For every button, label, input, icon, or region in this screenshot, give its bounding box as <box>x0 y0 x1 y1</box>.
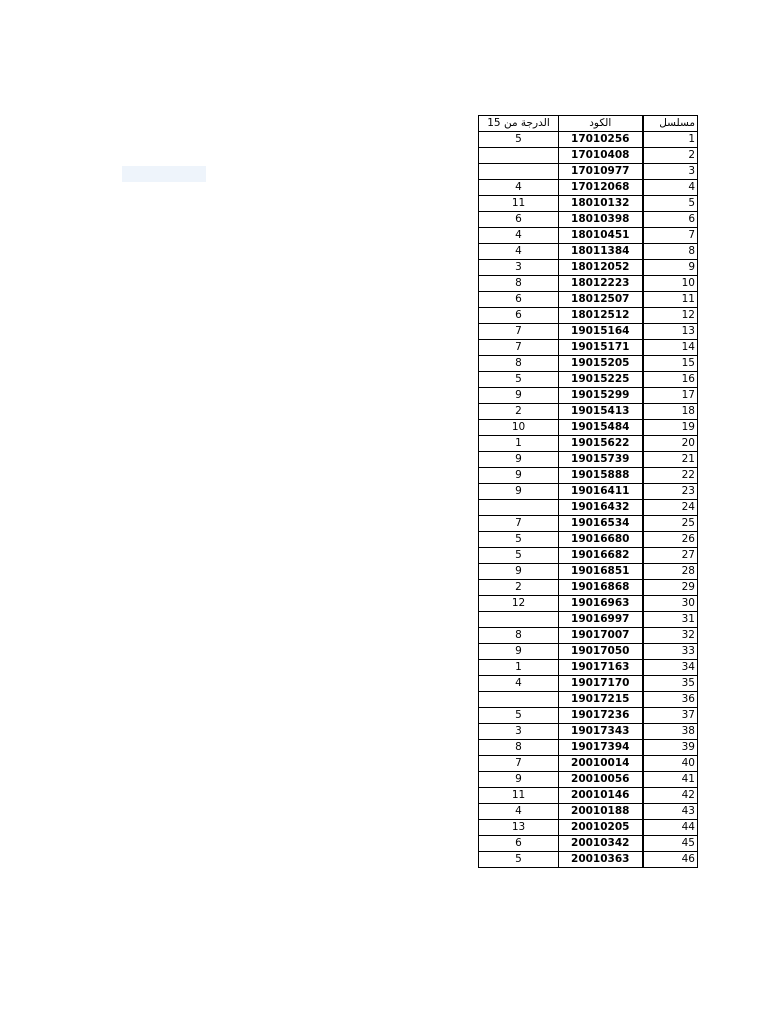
serial-cell[interactable]: 5 <box>643 196 698 212</box>
grade-cell[interactable]: 8 <box>479 740 559 756</box>
grade-cell[interactable]: 2 <box>479 404 559 420</box>
table-row <box>479 820 698 836</box>
grade-cell[interactable] <box>479 612 559 628</box>
code-cell[interactable]: 19016963 <box>559 596 643 612</box>
grade-cell[interactable]: 13 <box>479 820 559 836</box>
code-cell[interactable]: 19016851 <box>559 564 643 580</box>
code-cell[interactable]: 19016868 <box>559 580 643 596</box>
code-cell[interactable]: 19015888 <box>559 468 643 484</box>
table-row <box>479 708 698 724</box>
table-row <box>479 468 698 484</box>
table-row <box>479 676 698 692</box>
serial-cell[interactable]: 29 <box>643 580 698 596</box>
grade-cell[interactable]: 7 <box>479 340 559 356</box>
code-cell[interactable]: 20010146 <box>559 788 643 804</box>
grade-cell[interactable]: 9 <box>479 388 559 404</box>
code-cell[interactable]: 18010132 <box>559 196 643 212</box>
table-row <box>479 724 698 740</box>
table-row <box>479 756 698 772</box>
grade-cell[interactable]: 10 <box>479 420 559 436</box>
serial-cell[interactable]: 8 <box>643 244 698 260</box>
table-row <box>479 836 698 852</box>
grade-cell[interactable]: 8 <box>479 628 559 644</box>
grade-cell[interactable]: 11 <box>479 196 559 212</box>
table-row <box>479 180 698 196</box>
serial-cell[interactable]: 20 <box>643 436 698 452</box>
serial-cell[interactable]: 42 <box>643 788 698 804</box>
grade-cell[interactable]: 3 <box>479 260 559 276</box>
serial-cell[interactable]: 45 <box>643 836 698 852</box>
code-cell[interactable]: 18010451 <box>559 228 643 244</box>
grade-cell[interactable]: 12 <box>479 596 559 612</box>
code-cell[interactable]: 19017215 <box>559 692 643 708</box>
grade-cell[interactable]: 1 <box>479 660 559 676</box>
serial-cell[interactable]: 34 <box>643 660 698 676</box>
grades-table <box>478 115 698 868</box>
grade-cell[interactable]: 4 <box>479 180 559 196</box>
table-row <box>479 612 698 628</box>
code-cell[interactable]: 18011384 <box>559 244 643 260</box>
code-cell[interactable]: 19017007 <box>559 628 643 644</box>
table-row <box>479 436 698 452</box>
code-cell[interactable]: 19015171 <box>559 340 643 356</box>
table-row <box>479 340 698 356</box>
code-cell[interactable]: 17010408 <box>559 148 643 164</box>
table-row <box>479 596 698 612</box>
grade-cell[interactable]: 4 <box>479 244 559 260</box>
serial-cell[interactable]: 15 <box>643 356 698 372</box>
grade-cell[interactable]: 5 <box>479 532 559 548</box>
grade-cell[interactable]: 5 <box>479 548 559 564</box>
grade-cell[interactable]: 6 <box>479 212 559 228</box>
code-cell[interactable]: 19016682 <box>559 548 643 564</box>
serial-cell[interactable]: 4 <box>643 180 698 196</box>
table-row <box>479 228 698 244</box>
serial-cell[interactable]: 27 <box>643 548 698 564</box>
grade-cell[interactable]: 6 <box>479 836 559 852</box>
code-cell[interactable]: 19015205 <box>559 356 643 372</box>
header-grade[interactable]: الدرجة من 15 <box>479 116 559 132</box>
serial-cell[interactable]: 11 <box>643 292 698 308</box>
table-header-row <box>479 116 698 132</box>
table-row <box>479 500 698 516</box>
serial-cell[interactable]: 23 <box>643 484 698 500</box>
table-row <box>479 148 698 164</box>
serial-cell[interactable]: 28 <box>643 564 698 580</box>
table-row <box>479 740 698 756</box>
table-row <box>479 804 698 820</box>
code-cell[interactable]: 19015484 <box>559 420 643 436</box>
code-cell[interactable]: 19016534 <box>559 516 643 532</box>
table-row <box>479 788 698 804</box>
table-row <box>479 324 698 340</box>
code-cell[interactable]: 19017163 <box>559 660 643 676</box>
code-cell[interactable]: 19015225 <box>559 372 643 388</box>
serial-cell[interactable]: 3 <box>643 164 698 180</box>
serial-cell[interactable]: 32 <box>643 628 698 644</box>
table-row <box>479 372 698 388</box>
serial-cell[interactable]: 22 <box>643 468 698 484</box>
table-row <box>479 404 698 420</box>
grade-cell[interactable]: 3 <box>479 724 559 740</box>
table-row <box>479 260 698 276</box>
code-cell[interactable]: 20010363 <box>559 852 643 868</box>
serial-cell[interactable]: 36 <box>643 692 698 708</box>
grade-cell[interactable]: 9 <box>479 484 559 500</box>
code-cell[interactable]: 19016432 <box>559 500 643 516</box>
serial-cell[interactable]: 14 <box>643 340 698 356</box>
serial-cell[interactable]: 1 <box>643 132 698 148</box>
grade-cell[interactable]: 5 <box>479 852 559 868</box>
table-row <box>479 276 698 292</box>
serial-cell[interactable]: 33 <box>643 644 698 660</box>
table-row <box>479 516 698 532</box>
grade-cell[interactable]: 9 <box>479 772 559 788</box>
code-cell[interactable]: 19015164 <box>559 324 643 340</box>
grade-cell[interactable]: 5 <box>479 372 559 388</box>
code-cell[interactable]: 20010205 <box>559 820 643 836</box>
table-row <box>479 660 698 676</box>
table-row <box>479 132 698 148</box>
table-row <box>479 388 698 404</box>
code-cell[interactable]: 19015739 <box>559 452 643 468</box>
code-cell[interactable]: 17010256 <box>559 132 643 148</box>
grade-cell[interactable]: 5 <box>479 132 559 148</box>
serial-cell[interactable]: 21 <box>643 452 698 468</box>
table-row <box>479 532 698 548</box>
code-cell[interactable]: 20010342 <box>559 836 643 852</box>
table-row <box>479 644 698 660</box>
grade-cell[interactable]: 8 <box>479 276 559 292</box>
grade-cell[interactable]: 7 <box>479 756 559 772</box>
grade-cell[interactable]: 4 <box>479 804 559 820</box>
table-row <box>479 580 698 596</box>
table-row <box>479 292 698 308</box>
selected-cell-highlight[interactable] <box>122 166 206 182</box>
serial-cell[interactable]: 37 <box>643 708 698 724</box>
code-cell[interactable]: 20010188 <box>559 804 643 820</box>
grade-cell[interactable]: 8 <box>479 356 559 372</box>
serial-cell[interactable]: 12 <box>643 308 698 324</box>
code-cell[interactable]: 19017236 <box>559 708 643 724</box>
serial-cell[interactable]: 30 <box>643 596 698 612</box>
code-cell[interactable]: 19016411 <box>559 484 643 500</box>
serial-cell[interactable]: 38 <box>643 724 698 740</box>
grade-cell[interactable]: 1 <box>479 436 559 452</box>
grade-cell[interactable] <box>479 148 559 164</box>
table-row <box>479 196 698 212</box>
code-cell[interactable]: 17012068 <box>559 180 643 196</box>
grade-cell[interactable]: 5 <box>479 708 559 724</box>
serial-cell[interactable]: 19 <box>643 420 698 436</box>
serial-cell[interactable]: 16 <box>643 372 698 388</box>
serial-cell[interactable]: 31 <box>643 612 698 628</box>
grade-cell[interactable] <box>479 692 559 708</box>
grade-cell[interactable]: 7 <box>479 516 559 532</box>
serial-cell[interactable]: 35 <box>643 676 698 692</box>
header-serial[interactable]: مسلسل <box>643 116 698 132</box>
code-cell[interactable]: 19016680 <box>559 532 643 548</box>
table-row <box>479 564 698 580</box>
grade-cell[interactable]: 7 <box>479 324 559 340</box>
table-row <box>479 772 698 788</box>
code-cell[interactable]: 19017050 <box>559 644 643 660</box>
serial-cell[interactable]: 6 <box>643 212 698 228</box>
code-cell[interactable]: 18012507 <box>559 292 643 308</box>
serial-cell[interactable]: 40 <box>643 756 698 772</box>
grade-cell[interactable]: 9 <box>479 644 559 660</box>
serial-cell[interactable]: 43 <box>643 804 698 820</box>
serial-cell[interactable]: 39 <box>643 740 698 756</box>
code-cell[interactable]: 18012223 <box>559 276 643 292</box>
grade-cell[interactable]: 11 <box>479 788 559 804</box>
grade-cell[interactable]: 4 <box>479 676 559 692</box>
code-cell[interactable]: 19017170 <box>559 676 643 692</box>
table-row <box>479 692 698 708</box>
table-row <box>479 548 698 564</box>
code-cell[interactable]: 19017394 <box>559 740 643 756</box>
code-cell[interactable]: 18012512 <box>559 308 643 324</box>
code-cell[interactable]: 20010056 <box>559 772 643 788</box>
grade-cell[interactable] <box>479 500 559 516</box>
table-row <box>479 852 698 868</box>
table-row <box>479 244 698 260</box>
serial-cell[interactable]: 18 <box>643 404 698 420</box>
code-cell[interactable]: 19015299 <box>559 388 643 404</box>
grade-cell[interactable]: 9 <box>479 452 559 468</box>
table-row <box>479 484 698 500</box>
serial-cell[interactable]: 44 <box>643 820 698 836</box>
code-cell[interactable]: 19016997 <box>559 612 643 628</box>
serial-cell[interactable]: 24 <box>643 500 698 516</box>
serial-cell[interactable]: 7 <box>643 228 698 244</box>
serial-cell[interactable]: 41 <box>643 772 698 788</box>
header-code[interactable]: الكود <box>559 116 643 132</box>
serial-cell[interactable]: 2 <box>643 148 698 164</box>
grade-cell[interactable]: 9 <box>479 468 559 484</box>
code-cell[interactable]: 18012052 <box>559 260 643 276</box>
serial-cell[interactable]: 9 <box>643 260 698 276</box>
code-cell[interactable]: 17010977 <box>559 164 643 180</box>
grade-cell[interactable]: 2 <box>479 580 559 596</box>
table-row <box>479 628 698 644</box>
table-row <box>479 356 698 372</box>
serial-cell[interactable]: 46 <box>643 852 698 868</box>
serial-cell[interactable]: 17 <box>643 388 698 404</box>
serial-cell[interactable]: 13 <box>643 324 698 340</box>
table-row <box>479 164 698 180</box>
grade-cell[interactable]: 6 <box>479 292 559 308</box>
code-cell[interactable]: 20010014 <box>559 756 643 772</box>
code-cell[interactable]: 19015622 <box>559 436 643 452</box>
code-cell[interactable]: 18010398 <box>559 212 643 228</box>
code-cell[interactable]: 19017343 <box>559 724 643 740</box>
grade-cell[interactable]: 4 <box>479 228 559 244</box>
serial-cell[interactable]: 25 <box>643 516 698 532</box>
table-row <box>479 452 698 468</box>
serial-cell[interactable]: 26 <box>643 532 698 548</box>
grade-cell[interactable] <box>479 164 559 180</box>
serial-cell[interactable]: 10 <box>643 276 698 292</box>
table-body <box>479 132 698 868</box>
table-row <box>479 308 698 324</box>
table-row <box>479 420 698 436</box>
table-row <box>479 212 698 228</box>
code-cell[interactable]: 19015413 <box>559 404 643 420</box>
grade-cell[interactable]: 9 <box>479 564 559 580</box>
grade-cell[interactable]: 6 <box>479 308 559 324</box>
